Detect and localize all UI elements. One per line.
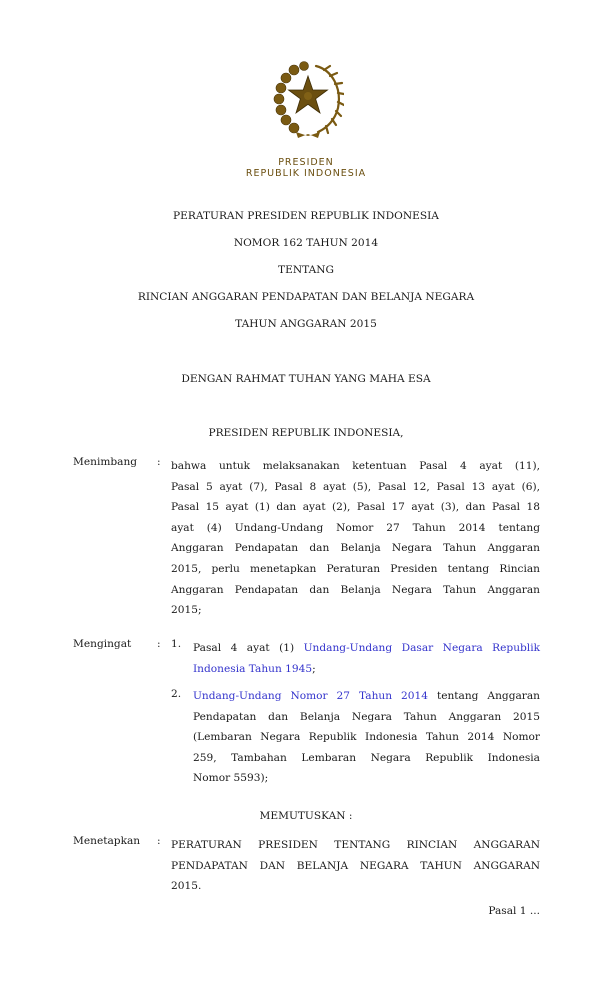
menimbang-line: Anggaran Pendapatan dan Belanja Negara Tahun Anggaran [171,583,540,596]
item-text: Pasal 4 ayat (1) [193,642,304,654]
mengingat-item-line: Nomor 5593); [193,772,269,785]
mengingat-item-line [193,659,540,680]
uu-27-2014-link[interactable]: Undang-Undang Nomor 27 Tahun 2014 [193,690,428,702]
menimbang-label: Menimbang [73,456,138,468]
garuda-emblem-icon [272,58,344,140]
menimbang-body [171,456,540,621]
regulation-title: PERATURAN PRESIDEN REPUBLIK INDONESIA [173,210,439,222]
mengingat-item-line: Pendapatan dan Belanja Negara Tahun Anggaran 2015 [193,710,540,723]
menimbang-colon: : [157,456,161,468]
mengingat-label: Mengingat [73,638,132,650]
mengingat-item-line [193,638,540,659]
next-page-indicator: Pasal 1 ... [488,905,540,917]
authority-line: PRESIDEN REPUBLIK INDONESIA, [208,427,404,439]
menetapkan-body [171,835,540,897]
mengingat-item-2 [193,686,540,789]
menetapkan-colon: : [157,835,161,847]
regulation-fiscal-year: TAHUN ANGGARAN 2015 [235,318,377,330]
mengingat-item-line [193,686,540,707]
letterhead-line-republik-indonesia: REPUBLIK INDONESIA [245,168,367,179]
mengingat-item-number: 1. [171,638,182,650]
menimbang-line: Pasal 15 ayat (1) dan ayat (2), Pasal 17 ayat (3), dan Pasal 18 [171,501,540,514]
menimbang-line: bahwa untuk melaksanakan ketentuan Pasal 4 ayat (11), [171,460,540,472]
menimbang-line: ayat (4) Undang-Undang Nomor 27 Tahun 2014 tentang [171,521,540,534]
uud-1945-link-cont[interactable]: Indonesia Tahun 1945 [193,662,313,675]
menimbang-line: 2015; [171,604,202,617]
regulation-about: TENTANG [278,264,334,276]
menimbang-line: Pasal 5 ayat (7), Pasal 8 ayat (5), Pasal 12, Pasal 13 ayat (6), [171,480,540,493]
memutuskan-heading: MEMUTUSKAN : [259,810,353,822]
regulation-number: NOMOR 162 TAHUN 2014 [233,237,379,249]
menimbang-line: Anggaran Pendapatan dan Belanja Negara Tahun Anggaran [171,542,540,555]
mengingat-item-line: (Lembaran Negara Republik Indonesia Tahun 2014 Nomor [193,731,540,744]
uud-1945-link[interactable]: Undang-Undang Dasar Negara Republik [303,642,540,654]
mengingat-item-line: 259, Tambahan Lembaran Negara Republik Indonesia [193,751,540,764]
menetapkan-label: Menetapkan [73,835,141,847]
letterhead-line-presiden: PRESIDEN [278,157,334,168]
regulation-subject: RINCIAN ANGGARAN PENDAPATAN DAN BELANJA NEGARA [137,291,475,303]
mengingat-item-1 [193,638,540,679]
menimbang-line: 2015, perlu menetapkan Peraturan Presiden tentang Rincian [171,562,540,575]
mengingat-item-number: 2. [171,688,182,700]
menetapkan-line: PENDAPATAN DAN BELANJA NEGARA TAHUN ANGGARAN [171,859,540,872]
mengingat-colon: : [157,638,161,650]
blessing-line: DENGAN RAHMAT TUHAN YANG MAHA ESA [181,373,431,385]
menetapkan-line: PERATURAN PRESIDEN TENTANG RINCIAN ANGGARAN [171,839,540,851]
item-text: ; [312,662,316,675]
item-text: tentang Anggaran [427,690,540,702]
menetapkan-line: 2015. [171,880,202,893]
